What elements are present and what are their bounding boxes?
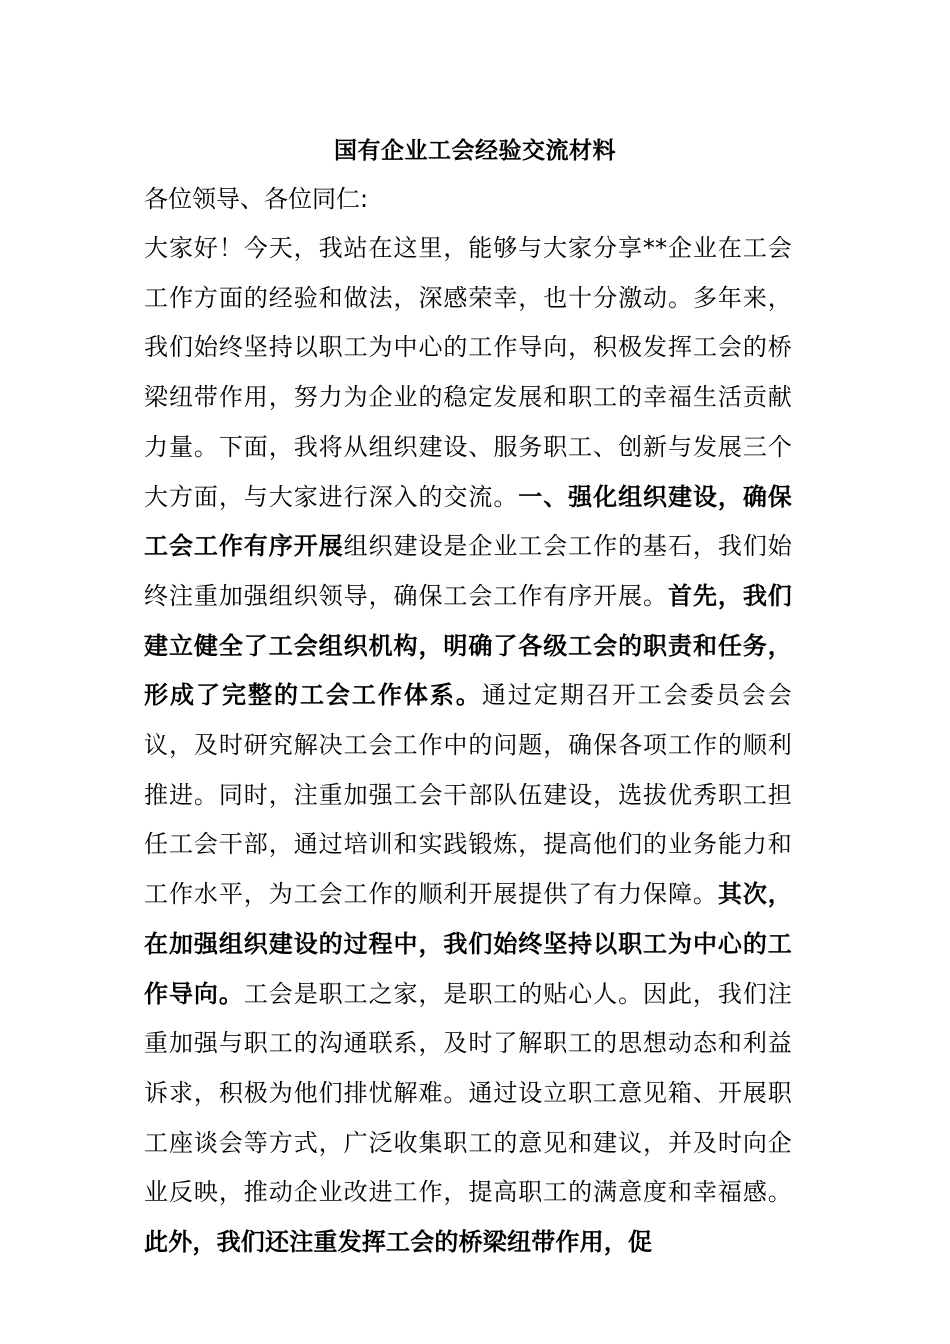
text-segment: 组织建设是企业工会工作的基石，我们始终注重加强组织领导，确保工会工作有序开展。 xyxy=(144,532,792,610)
text-segment: 通过定期召开工会委员会会议，及时研究解决工会工作中的问题，确保各项工作的顺利推进。同时，注重加强工会干部队伍建设，选拔优秀职工担任工会干部，通过培训和实践锻炼，提高他们的业务能力和工作水平，为工会工作的顺利开展提供了有力保障。 xyxy=(144,681,792,909)
body-paragraph xyxy=(144,224,792,1268)
bold-heading-segment: 一、强化组织建设，确保工会工作有序开展 xyxy=(144,482,792,561)
bold-emphasis-segment: 其次，在加强组织建设的过程中，我们始终坚持以职工为中心的工作导向。 xyxy=(144,880,792,1008)
bold-emphasis-segment: 首先，我们建立健全了工会组织机构，明确了各级工会的职责和任务，形成了完整的工会工作体系。 xyxy=(144,581,793,710)
salutation: 各位领导、各位同仁: xyxy=(144,185,369,213)
bold-emphasis-segment: 此外，我们还注重发挥工会的桥梁纽带作用，促 xyxy=(144,1228,653,1257)
text-segment: 大家好！今天，我站在这里，能够与大家分享**企业在工会工作方面的经验和做法，深感荣幸，也十分激动。多年来，我们始终坚持以职工为中心的工作导向，积极发挥工会的桥梁纽带作用，努力为企业的稳定发展和职工的幸福生活贡献力量。下面，我将从组织建设、服务职工、创新与发展三个大方面，与大家进行深入的交流。 xyxy=(144,234,792,511)
text-segment: 工会是职工之家，是职工的贴心人。因此，我们注重加强与职工的沟通联系，及时了解职工的思想动态和利益诉求，积极为他们排忧解难。通过设立职工意见箱、开展职工座谈会等方式，广泛收集职工的意见和建议，并及时向企业反映，推动企业改进工作，提高职工的满意度和幸福感。 xyxy=(144,979,792,1207)
document-title: 国有企业工会经验交流材料 xyxy=(334,138,616,164)
